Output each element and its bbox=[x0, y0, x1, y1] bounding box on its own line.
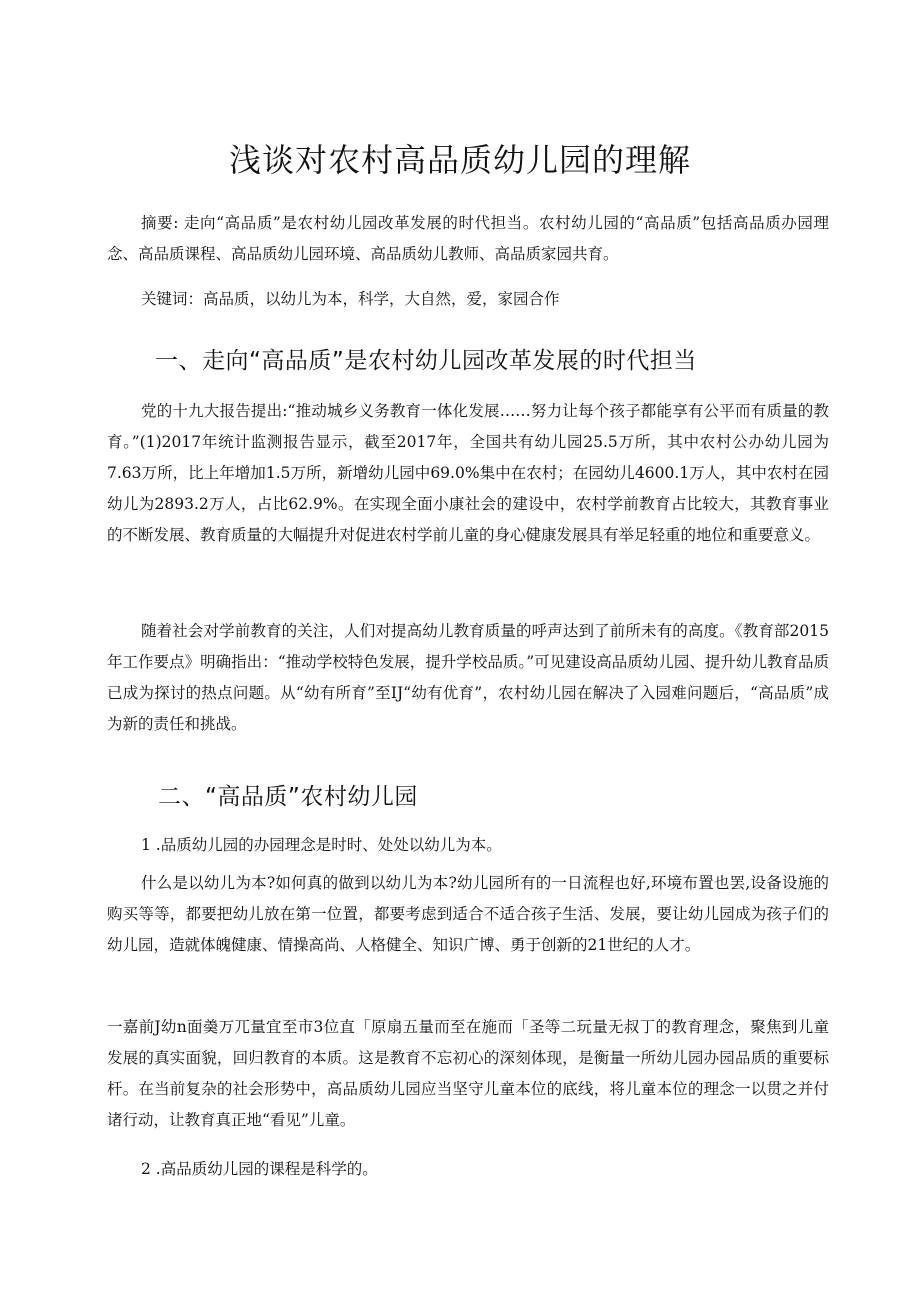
section-1-paragraph-1: 党的十九大报告提出:“推动城乡义务教育一体化发展……努力让每个孩子都能享有公平而有质量的教育。”(1)2017年统计监测报告显示，截至2017年，全国共有幼儿园25.5万所，其中农村公办幼儿园为7.63万所，比上年增加1.5万所，新增幼儿园中69.0%集中在农村；在园幼儿4600.1万人，其中农村在园幼儿为2893.2万人，占比62.9%。在实现全面小康社会的建设中，农村学前教育占比较大，其教育事业的不断发展、教育质量的大幅提升对促进农村学前儿童的身心健康发展具有举足轻重的地位和重要意义。 bbox=[107, 402, 829, 544]
abstract-paragraph: 摘要: 走向“高品质”是农村幼儿园改革发展的时代担当。农村幼儿园的“高品质”包括高品质办园理念、高品质课程、高品质幼儿园环境、高品质幼儿教师、高品质家园共育。 bbox=[107, 214, 829, 263]
section-1-heading: 一、走向“高品质”是农村幼儿园改革发展的时代担当 bbox=[155, 348, 697, 374]
section-2-item-1: 1 .品质幼儿园的办园理念是时时、处处以幼儿为本。 bbox=[141, 836, 502, 854]
section-2-paragraph-2: 一嘉前J幼n面羮万兀量宜至市3位直「原扇五量而至在施而「圣等二玩量无叔丁的教育理念，聚焦到儿童发展的真实面貌，回归教育的本质。这是教育不忘初心的深刻体现，是衡量一所幼儿园办园品质的重要标杆。在当前复杂的社会形势中，高品质幼儿园应当坚守儿童本位的底线，将儿童本位的理念一以贯之并付诸行动，让教育真正地“看见”儿童。 bbox=[107, 1018, 829, 1129]
keywords-paragraph: 关键词：高品质，以幼儿为本，科学，大自然，爱，家园合作 bbox=[141, 290, 560, 308]
section-2-item-2: 2 .高品质幼儿园的课程是科学的。 bbox=[141, 1160, 378, 1178]
document-title: 浅谈对农村高品质幼儿园的理解 bbox=[228, 141, 691, 179]
section-2-heading: 二、“高品质”农村幼儿园 bbox=[158, 784, 418, 810]
section-1-paragraph-2: 随着社会对学前教育的关注，人们对提高幼儿教育质量的呼声达到了前所未有的高度。《教育部2015年工作要点》明确指出：“推动学校特色发展，提升学校品质。”可见建设高品质幼儿园、提升幼儿教育品质已成为探讨的热点问题。从“幼有所育”至IJ“幼有优育”，农村幼儿园在解决了入园难问题后，“高品质”成为新的责任和挑战。 bbox=[107, 622, 829, 733]
section-2-paragraph-1: 什么是以幼儿为本?如何真的做到以幼儿为本?幼儿园所有的一日流程也好,环境布置也罢,设备设施的购买等等，都要把幼儿放在第一位置，都要考虑到适合不适合孩子生活、发展，要让幼儿园成为孩子们的幼儿园，造就体魄健康、情操高尚、人格健全、知识广博、勇于创新的21世纪的人才。 bbox=[107, 874, 829, 954]
